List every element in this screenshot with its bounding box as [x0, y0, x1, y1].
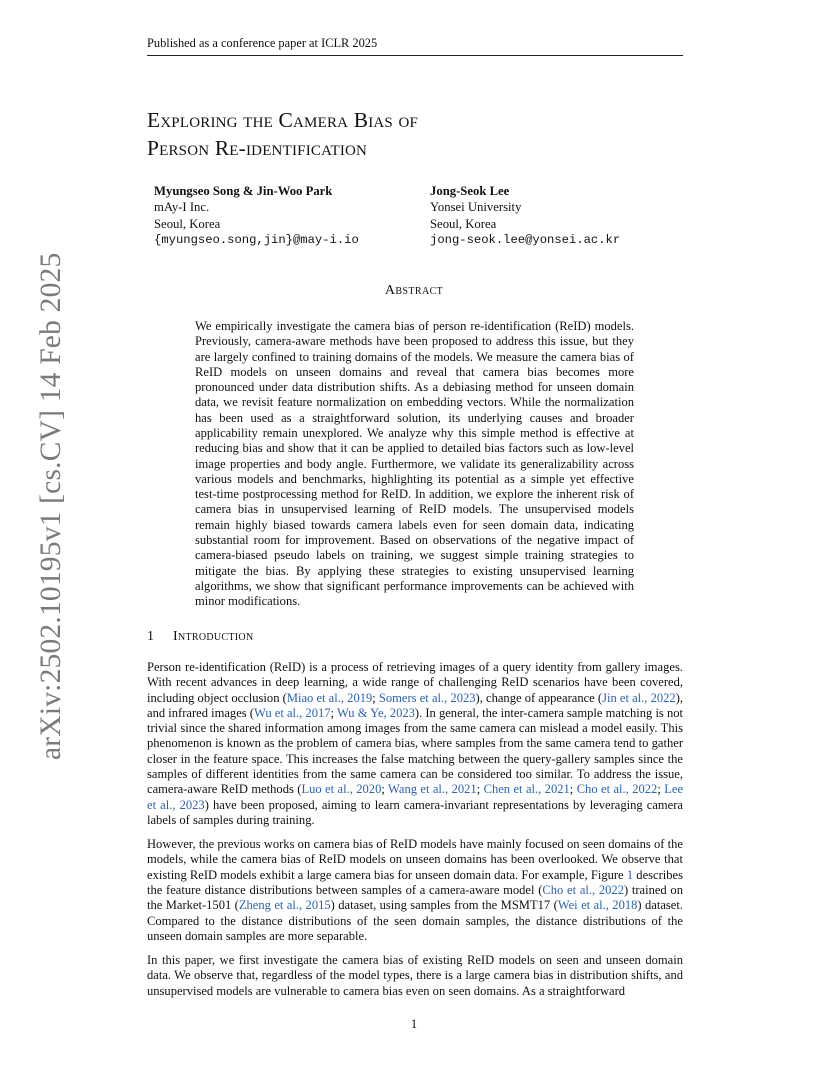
text-run: ) trained on the Market-1501 (: [147, 882, 683, 913]
paragraph: [147, 660, 683, 828]
author-block-right: [430, 183, 620, 248]
text-run: describes the feature distance distributions between samples of a camera-aware model (: [147, 867, 683, 897]
paper-title: [147, 106, 647, 162]
citation-link[interactable]: Wu et al., 2017: [253, 705, 331, 720]
text-run: ) have been proposed, aiming to learn camera-invariant representations by leveraging camera labels of samples during training.: [147, 797, 683, 827]
citation-link[interactable]: Wu & Ye, 2023: [336, 705, 415, 720]
text-run: ;: [569, 782, 577, 797]
page-number: 1: [410, 1017, 418, 1031]
abstract-text: We empirically investigate the camera bias of person re-identification (ReID) models. Previously, camera-aware methods have been proposed to address this issue, but they are largely confined to training domains of the models. We measure the camera bias of ReID models on unseen domains and reveal that camera bias becomes more pronounced under data distribution shifts. As a debiasing method for unseen domain data, we revisit feature normalization on embedding vectors. While the normalization has been used as a straightforward solution, its underlying causes and broader applicability remain unexplored. We analyze why this simple method is effective at reducing bias and show that it can be applied to detailed bias factors such as low-level image properties and body angle. Furthermore, we validate its generalizability across various models and benchmarks, highlighting its potential as a simple yet effective test-time postprocessing method for ReID. In addition, we explore the inherent risk of camera bias in unsupervised learning of ReID models. The unsupervised models remain highly biased towards camera labels even for seen domain data, indicating substantial room for improvement. Based on observations of the negative impact of camera-biased pseudo labels on training, we suggest simple training strategies to mitigate the bias. By applying these strategies to existing unsupervised learning algorithms, we show that significant performance improvements can be achieved with minor modifications.: [195, 319, 634, 609]
citation-link[interactable]: Luo et al., 2020: [301, 782, 382, 797]
text-run: ), change of appearance (: [475, 690, 603, 705]
figure-ref-link[interactable]: 1: [626, 867, 634, 882]
text-run: ;: [657, 782, 665, 797]
intro-body: [147, 660, 683, 1008]
author-location: Seoul, Korea: [430, 216, 497, 231]
citation-link[interactable]: Chen et al., 2021: [483, 782, 570, 797]
citation-link[interactable]: Wei et al., 2018: [557, 898, 638, 913]
citation-link[interactable]: Zheng et al., 2015: [238, 898, 331, 913]
abstract-heading: Abstract: [384, 283, 444, 298]
author-email: jong-seok.lee@yonsei.ac.kr: [430, 232, 621, 247]
section-title: Introduction: [173, 629, 254, 644]
arxiv-identifier[interactable]: arXiv:2502.10195v1 [cs.CV] 14 Feb 2025: [35, 252, 67, 760]
author-affiliation: Yonsei University: [430, 200, 522, 215]
text-run: ;: [372, 690, 379, 705]
citation-link[interactable]: Cho et al., 2022: [576, 782, 658, 797]
text-run: ;: [476, 782, 484, 797]
author-block-left: [154, 183, 359, 248]
text-run: ) dataset. Compared to the distance distributions of the seen domain samples, the distance distributions of the unseen domain samples are more separable.: [147, 898, 683, 943]
section-number: 1: [147, 629, 155, 644]
text-run: Person re-identification (ReID) is a process of retrieving images of a query identity from gallery images. With recent advances in deep learning, a wide range of challenging ReID scenarios have been covered, including object occlusion (: [147, 660, 683, 705]
text-run: ;: [381, 782, 389, 797]
text-run: ;: [330, 705, 337, 720]
author-affiliation: mAy-I Inc.: [154, 200, 210, 215]
text-run: ), and infrared images (: [147, 690, 684, 720]
citation-link[interactable]: Miao et al., 2019: [286, 690, 373, 705]
citation-link[interactable]: Wang et al., 2021: [388, 782, 477, 797]
author-names: Myungseo Song & Jin-Woo Park: [154, 184, 333, 198]
citation-link[interactable]: Somers et al., 2023: [378, 690, 476, 705]
text-run: ). In general, the inter-camera sample matching is not trivial since the shared information among images from the same camera can mislead a model easily. This phenomenon is known as the problem of camera bias, where samples from the same camera tend to gather closer in the feature space. This increases the false matching between the query-gallery samples since the samples of different identities from the same camera can be considered too similar. To address the issue, camera-aware ReID methods (: [147, 705, 683, 797]
section-heading: [147, 629, 253, 645]
author-names: Jong-Seok Lee: [430, 184, 510, 198]
title-line-2: Person Re-identification: [147, 136, 368, 160]
citation-link[interactable]: Jin et al., 2022: [602, 690, 676, 705]
running-head: Published as a conference paper at ICLR 2025: [147, 36, 683, 56]
paragraph: [147, 837, 683, 944]
author-location: Seoul, Korea: [154, 216, 221, 231]
paragraph: In this paper, we first investigate the camera bias of existing ReID models on seen and unseen domain data. We observe that, regardless of the model types, there is a large camera bias in distribution shifts, and unsupervised models are vulnerable to camera bias even on seen domains. As a straightforward: [147, 953, 683, 998]
text-run: ) dataset, using samples from the MSMT17 (: [330, 898, 558, 913]
author-email: {myungseo.song,jin}@may-i.io: [154, 232, 359, 247]
title-line-1: Exploring the Camera Bias of: [147, 108, 419, 132]
citation-link[interactable]: Lee et al., 2023: [147, 782, 684, 812]
citation-link[interactable]: Cho et al., 2022: [542, 882, 624, 897]
text-run: However, the previous works on camera bias of ReID models have mainly focused on seen domains of the models, while the camera bias of ReID models on unseen domains has been overlooked. We observe that existing ReID models exhibit a large camera bias for unseen domain data. For example, Figure: [147, 837, 683, 882]
